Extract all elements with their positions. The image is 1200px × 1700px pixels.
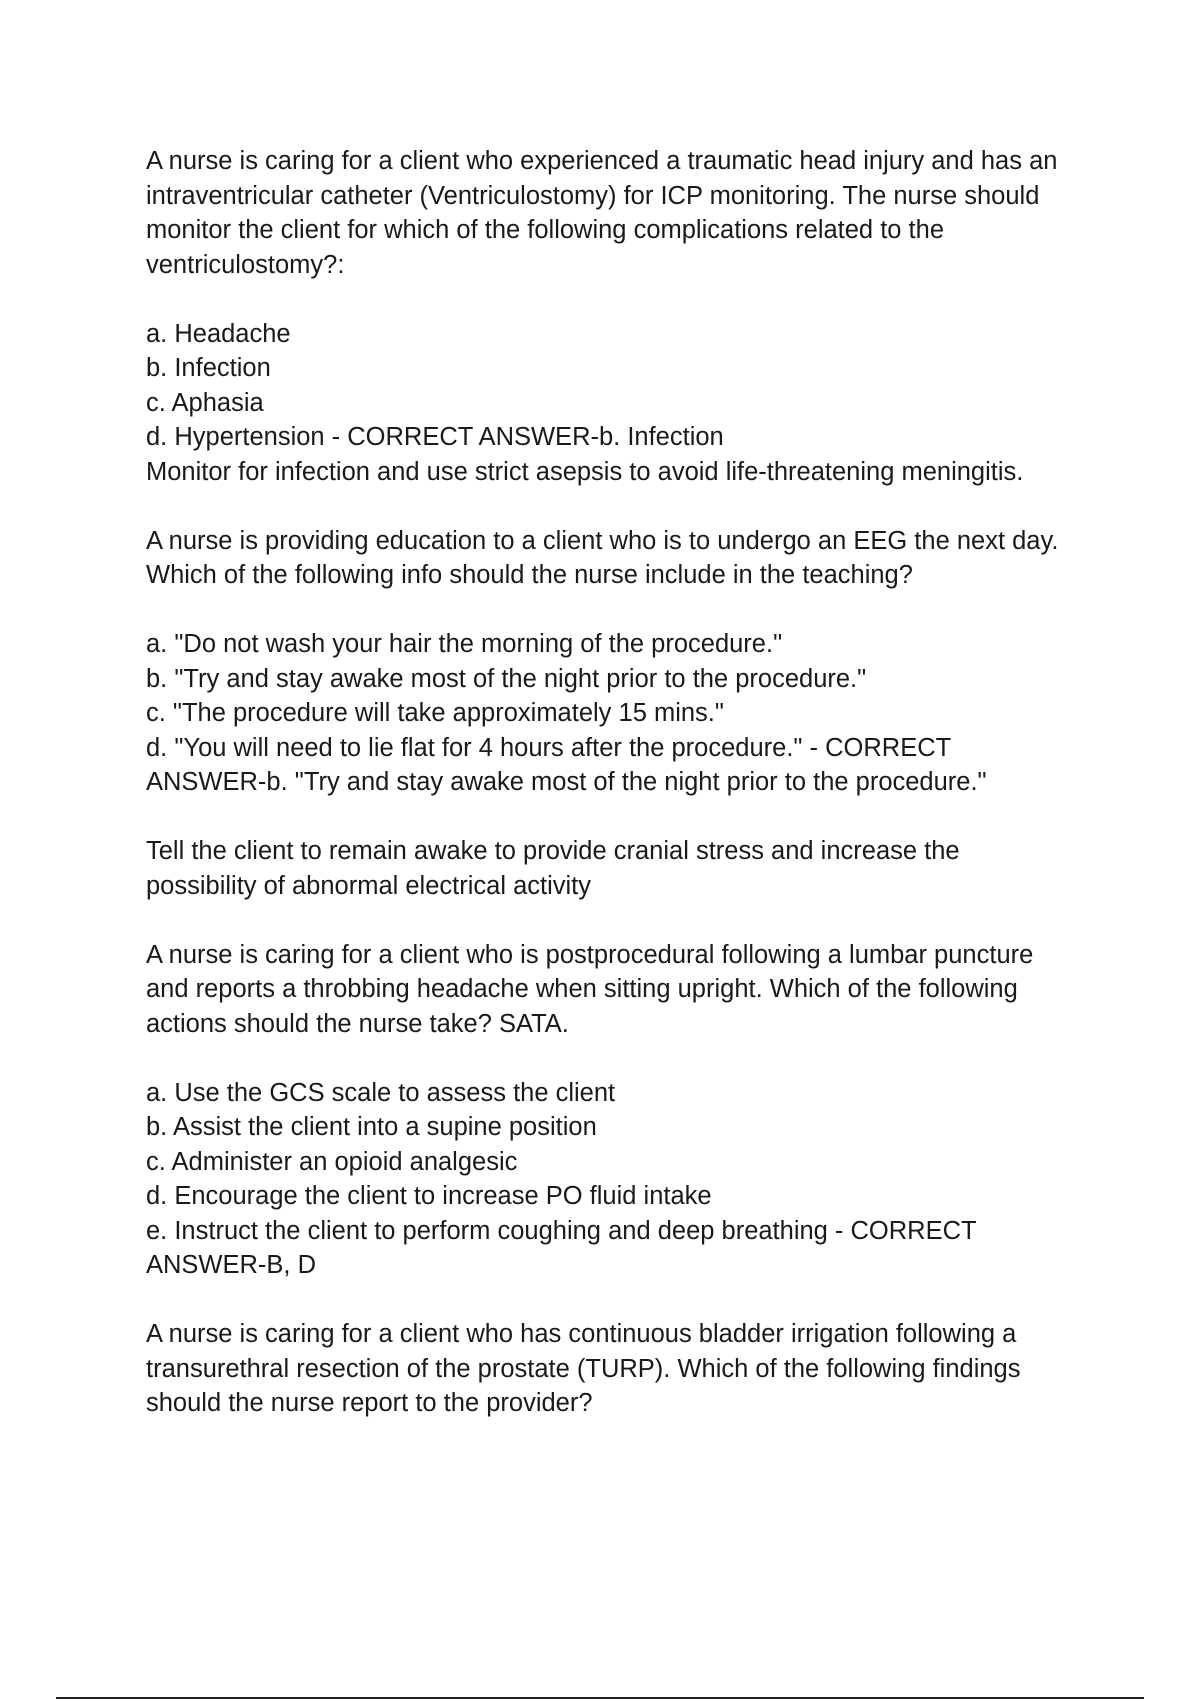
question-1-options bbox=[146, 317, 1106, 455]
correct-answer: ANSWER-b. "Try and stay awake most of the night prior to the procedure." bbox=[146, 768, 987, 796]
stem-line: ventriculostomy?: bbox=[146, 250, 345, 279]
option-b: b. "Try and stay awake most of the night prior to the procedure." bbox=[146, 664, 867, 693]
option-e: e. Instruct the client to perform coughing and deep breathing - CORRECT bbox=[146, 1216, 977, 1245]
stem-line: should the nurse report to the provider? bbox=[146, 1389, 593, 1417]
stem-line: and reports a throbbing headache when sitting upright. Which of the following bbox=[146, 975, 1018, 1003]
stem-line: transurethral resection of the prostate (TURP). Which of the following findings bbox=[146, 1354, 1021, 1383]
question-2 bbox=[146, 524, 1106, 904]
stem-line: Which of the following info should the nurse include in the teaching? bbox=[146, 561, 913, 589]
stem-line: intraventricular catheter (Ventriculostomy) for ICP monitoring. The nurse should bbox=[146, 181, 1040, 210]
option-a: a. Use the GCS scale to assess the client bbox=[146, 1078, 616, 1107]
stem-line: actions should the nurse take? SATA. bbox=[146, 1009, 569, 1038]
option-c: c. "The procedure will take approximately 15 mins." bbox=[146, 699, 724, 727]
question-4-stem bbox=[146, 1317, 1106, 1421]
rationale-line: possibility of abnormal electrical activity bbox=[146, 871, 592, 900]
question-4 bbox=[146, 1317, 1106, 1421]
question-1-stem bbox=[146, 144, 1106, 282]
option-d: d. Encourage the client to increase PO fluid intake bbox=[146, 1182, 712, 1210]
stem-line: A nurse is caring for a client who experienced a traumatic head injury and has an bbox=[146, 147, 1058, 175]
question-1 bbox=[146, 144, 1106, 489]
question-2-stem bbox=[146, 524, 1106, 593]
stem-line: A nurse is caring for a client who has continuous bladder irrigation following a bbox=[146, 1320, 1017, 1348]
rationale-line: Tell the client to remain awake to provide cranial stress and increase the bbox=[146, 837, 960, 865]
question-3 bbox=[146, 938, 1106, 1283]
option-b: b. Infection bbox=[146, 354, 271, 382]
stem-line: A nurse is providing education to a client who is to undergo an EEG the next day. bbox=[146, 526, 1059, 555]
question-2-rationale bbox=[146, 834, 1106, 903]
question-3-stem bbox=[146, 938, 1106, 1042]
stem-line: monitor the client for which of the following complications related to the bbox=[146, 216, 944, 244]
question-2-options bbox=[146, 627, 1106, 800]
footer-rule bbox=[56, 1697, 1144, 1699]
correct-answer: ANSWER-B, D bbox=[146, 1251, 317, 1279]
option-a: a. Headache bbox=[146, 319, 291, 348]
option-c: c. Administer an opioid analgesic bbox=[146, 1147, 518, 1176]
option-d-with-answer: d. Hypertension - CORRECT ANSWER-b. Infection bbox=[146, 423, 724, 451]
option-c: c. Aphasia bbox=[146, 388, 264, 417]
option-b: b. Assist the client into a supine position bbox=[146, 1113, 597, 1141]
question-1-rationale: Monitor for infection and use strict asepsis to avoid life-threatening meningitis. bbox=[146, 457, 1024, 486]
document-page bbox=[146, 144, 1106, 1421]
question-3-options bbox=[146, 1076, 1106, 1283]
option-a: a. "Do not wash your hair the morning of the procedure." bbox=[146, 630, 783, 658]
stem-line: A nurse is caring for a client who is postprocedural following a lumbar puncture bbox=[146, 940, 1034, 969]
option-d: d. "You will need to lie flat for 4 hours after the procedure." - CORRECT bbox=[146, 733, 952, 762]
